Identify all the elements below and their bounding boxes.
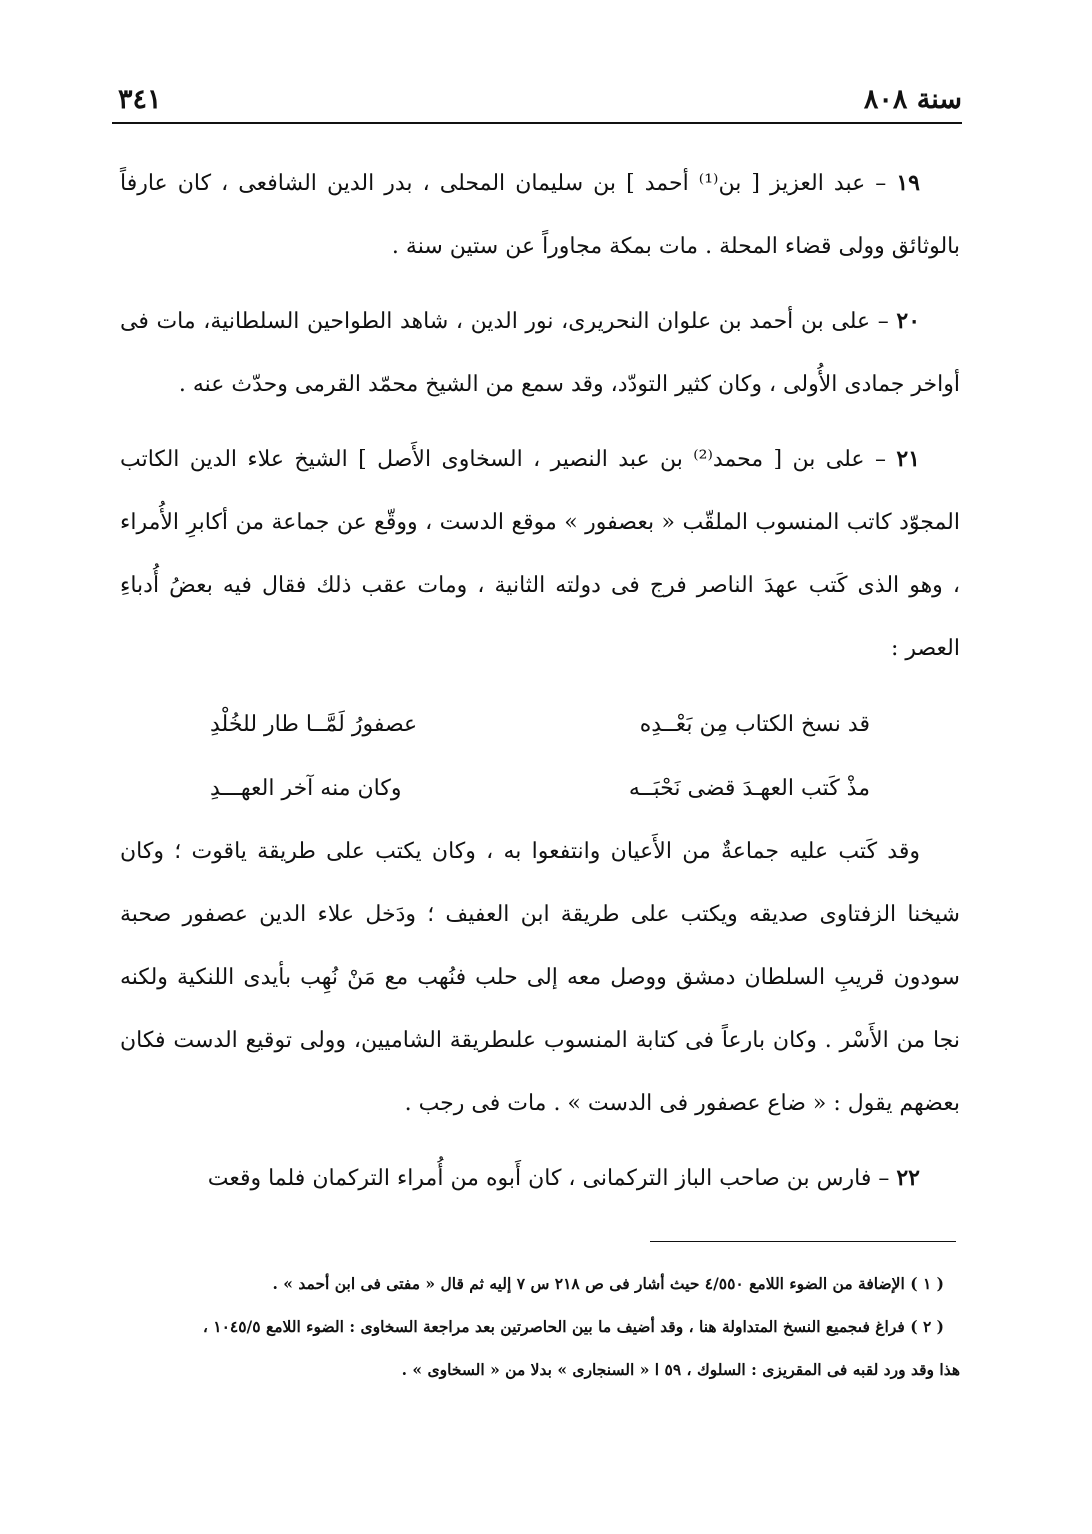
verse-line bbox=[210, 692, 870, 756]
page-number: ٣٤١ bbox=[118, 84, 162, 115]
entry-text: – فارس بن صاحب الباز التركمانى ، كان أَبوه من أُمراء التركمان فلما وقعت bbox=[207, 1166, 890, 1191]
entry-22 bbox=[120, 1147, 960, 1210]
footnotes bbox=[120, 1262, 960, 1391]
verse-second-hemistich: وكان منه آخر العهـــدِ bbox=[210, 775, 402, 801]
verse-first-hemistich: قد نسخ الكتاب مِن بَعْــدِه bbox=[639, 711, 870, 737]
footnote-divider bbox=[650, 1241, 956, 1242]
entry-number: ٢٢ bbox=[896, 1165, 920, 1191]
footnote-2: ( ٢ ) فراغ فىجميع النسخ المتداولة هنا ، وقد أضيف ما بين الحاصرتين بعد مراجعة السخاوى : الضوء اللامع ١٠٤٥/٥ ، bbox=[202, 1317, 944, 1336]
verse-second-hemistich: عصفورُ لَمَّــا طار للخُلْدِ bbox=[210, 711, 418, 737]
poem-verse bbox=[120, 692, 960, 820]
entry-20 bbox=[120, 290, 960, 416]
entry-text: – عبد العزيز [ بن⁽¹⁾ أحمد ] بن سليمان المحلى ، بدر الدين الشافعى ، كان عارفاً بالوثائق وولى قضاء المحلة . مات بمكة مجاوراً عن ستين سنة . bbox=[120, 171, 960, 259]
footnote-1: ( ١ ) الإضافة من الضوء اللامع ٤/٥٥٠ حيث أشار فى ص ٢١٨ س ٧ إليه ثم قال « مفتى فى ابن أحمد » . bbox=[272, 1274, 944, 1293]
entry-number: ١٩ bbox=[896, 170, 920, 196]
entry-number: ٢١ bbox=[896, 446, 920, 472]
verse-first-hemistich: مذْ كَتب العهـدَ قضى نَحْبَــه bbox=[628, 775, 870, 801]
entry-text: – على بن أحمد بن علوان النحريرى، نور الدين ، شاهد الطواحين السلطانية، مات فى أواخر جمادى الأُولى ، وكان كثير التودّد، وقد سمع من الشيخ محمّد القرمى وحدّث عنه . bbox=[120, 309, 960, 397]
entry-21-continuation: وقد كَتب عليه جماعةٌ من الأَعيان وانتفعوا به ، وكان يكتب على طريقة ياقوت ؛ وكان شيخنا الزفتاوى صديقه ويكتب على طريقة ابن العفيف ؛ ودَخل علاء الدين عصفور صحبة سودون قريبِ السلطان دمشق ووصل معه إلى حلب فنُهب مع مَنْ نُهِب بأيدى اللنكية ولكنه نجا من الأَسْر . وكان بارعاً فى كتابة المنسوب علىطريقة الشاميين، وولى توقيع الدست فكان بعضهم يقول : « ضاع عصفور فى الدست » . مات فى رجب . bbox=[120, 839, 960, 1116]
entry-19 bbox=[120, 152, 960, 278]
verse-line bbox=[210, 756, 870, 820]
entry-text: – على بن [ محمد⁽²⁾ بن عبد النصير ، السخاوى الأَصل ] الشيخ علاء الدين الكاتب المجوّد كاتب المنسوب الملقّب « بعصفور » موقع الدست ، ووقّع عن جماعة من أكابرِ الأُمراء ، وهو الذى كَتب عهدَ الناصر فرج فى دولته الثانية ، ومات عقب ذلك فقال فيه بعضُ أُدباءِ العصر : bbox=[120, 447, 960, 661]
footnote-2-continuation: هذا وقد ورد لقبه فى المقريزى : السلوك ، ٥٩ ا « السنجارى » بدلا من « السخاوى » . bbox=[401, 1360, 960, 1379]
entry-21 bbox=[120, 428, 960, 680]
running-head bbox=[112, 78, 962, 124]
entry-number: ٢٠ bbox=[896, 308, 921, 334]
year-heading: سنة ٨٠٨ bbox=[863, 84, 962, 115]
page-body bbox=[120, 152, 960, 1222]
